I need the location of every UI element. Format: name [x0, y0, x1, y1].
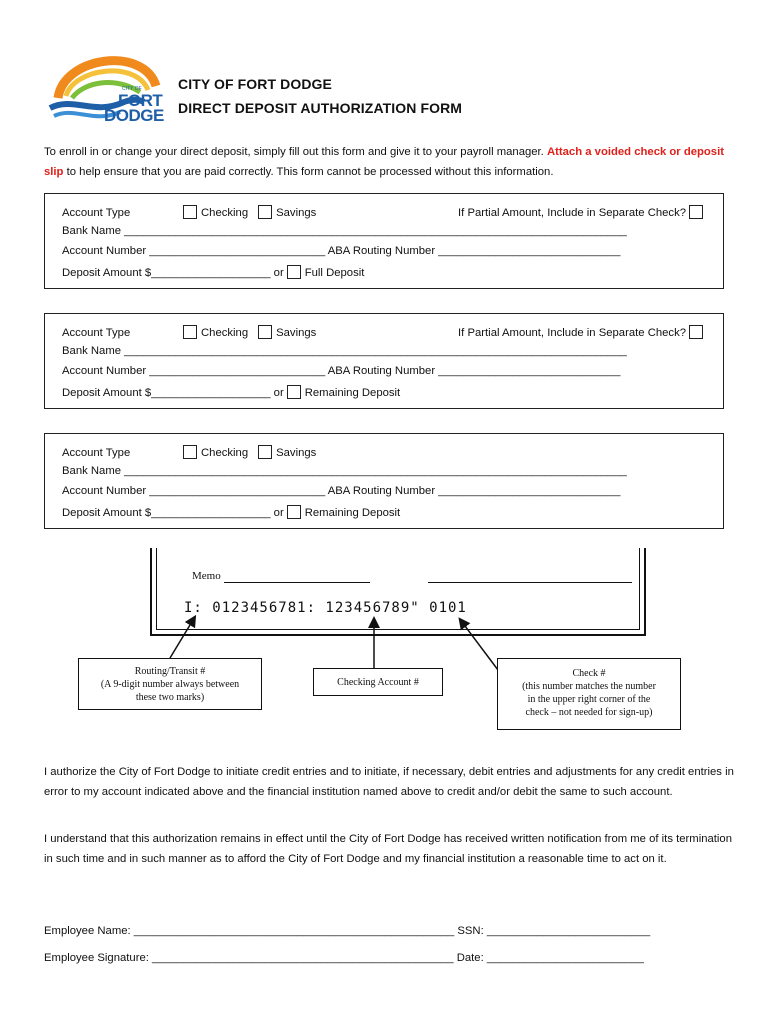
savings-label: Savings — [276, 207, 317, 219]
routing-arrow — [170, 620, 193, 658]
logo-text-fort: FORT — [118, 91, 163, 110]
savings-label: Savings — [276, 327, 317, 339]
checking-label: Checking — [201, 207, 249, 219]
deposit-amount-field[interactable]: Deposit Amount $___________________ or — [62, 507, 284, 519]
bank-name-field[interactable]: Bank Name ________________________________________________________________________________ — [62, 345, 627, 357]
partial-label: If Partial Amount, Include in Separate Check? — [458, 327, 686, 339]
account-number-field[interactable]: Account Number ____________________________ ABA Routing Number _____________________________ — [62, 485, 621, 497]
account-number-field[interactable]: Account Number ____________________________ ABA Routing Number _____________________________ — [62, 245, 621, 257]
remaining-deposit-label: Remaining Deposit — [304, 507, 401, 519]
intro-text-after: to help ensure that you are paid correctly. This form cannot be processed without this information. — [66, 166, 554, 178]
savings-label: Savings — [276, 447, 317, 459]
authorization-paragraph-1: I authorize the City of Fort Dodge to initiate credit entries and to initiate, if necessary, debit entries and adjustments for any credit entries in error to my account indicated above and the financial institution named above to credit and/or debit the same to such account. — [44, 766, 734, 798]
routing-callout: Routing/Transit # (A 9-digit number always between these two marks) — [78, 658, 262, 710]
full-deposit-label: Full Deposit — [304, 267, 365, 279]
partial-label: If Partial Amount, Include in Separate Check? — [458, 207, 686, 219]
checking-label: Checking — [201, 447, 249, 459]
logo-text-dodge: DODGE — [104, 106, 164, 125]
bank-name-field[interactable]: Bank Name ________________________________________________________________________________ — [62, 225, 627, 237]
checking-label: Checking — [201, 327, 249, 339]
authorization-paragraph-2: I understand that this authorization remains in effect until the City of Fort Dodge has received written notification from me of its termination in such time and in such manner as to afford the City of Fort Dodge and my financial institution a reasonable time to act on it. — [44, 833, 732, 865]
remaining-deposit-label: Remaining Deposit — [304, 387, 401, 399]
intro-text-before: To enroll in or change your direct deposit, simply fill out this form and give it to your payroll manager. — [44, 146, 544, 158]
account-type-label: Account Type — [62, 447, 131, 459]
title-line2: DIRECT DEPOSIT AUTHORIZATION FORM — [178, 100, 463, 116]
deposit-amount-field[interactable]: Deposit Amount $___________________ or — [62, 267, 284, 279]
bank-name-field[interactable]: Bank Name ________________________________________________________________________________ — [62, 465, 627, 477]
employee-name-field[interactable]: Employee Name: ___________________________________________________ SSN: __________________________ — [44, 925, 651, 937]
title-line1: CITY OF FORT DODGE — [178, 76, 332, 92]
intro-text-red: Attach a voided check or deposit slip — [44, 146, 724, 178]
employee-signature-field[interactable]: Employee Signature: ________________________________________________ Date: _________________________ — [44, 952, 644, 964]
account-type-label: Account Type — [62, 207, 131, 219]
memo-label: Memo — [192, 570, 221, 582]
deposit-amount-field[interactable]: Deposit Amount $___________________ or — [62, 387, 284, 399]
account-type-label: Account Type — [62, 327, 131, 339]
check-number-arrow — [462, 622, 498, 670]
account-number-field[interactable]: Account Number ____________________________ ABA Routing Number _____________________________ — [62, 365, 621, 377]
account-callout: Checking Account # — [313, 668, 443, 696]
check-number-callout: Check # (this number matches the number in the upper right corner of the check – not needed for sign-up) — [497, 658, 681, 730]
micr-line: I: 0123456781: 123456789" 0101 — [184, 600, 467, 616]
logo-text-top: CITY OF — [122, 86, 142, 92]
